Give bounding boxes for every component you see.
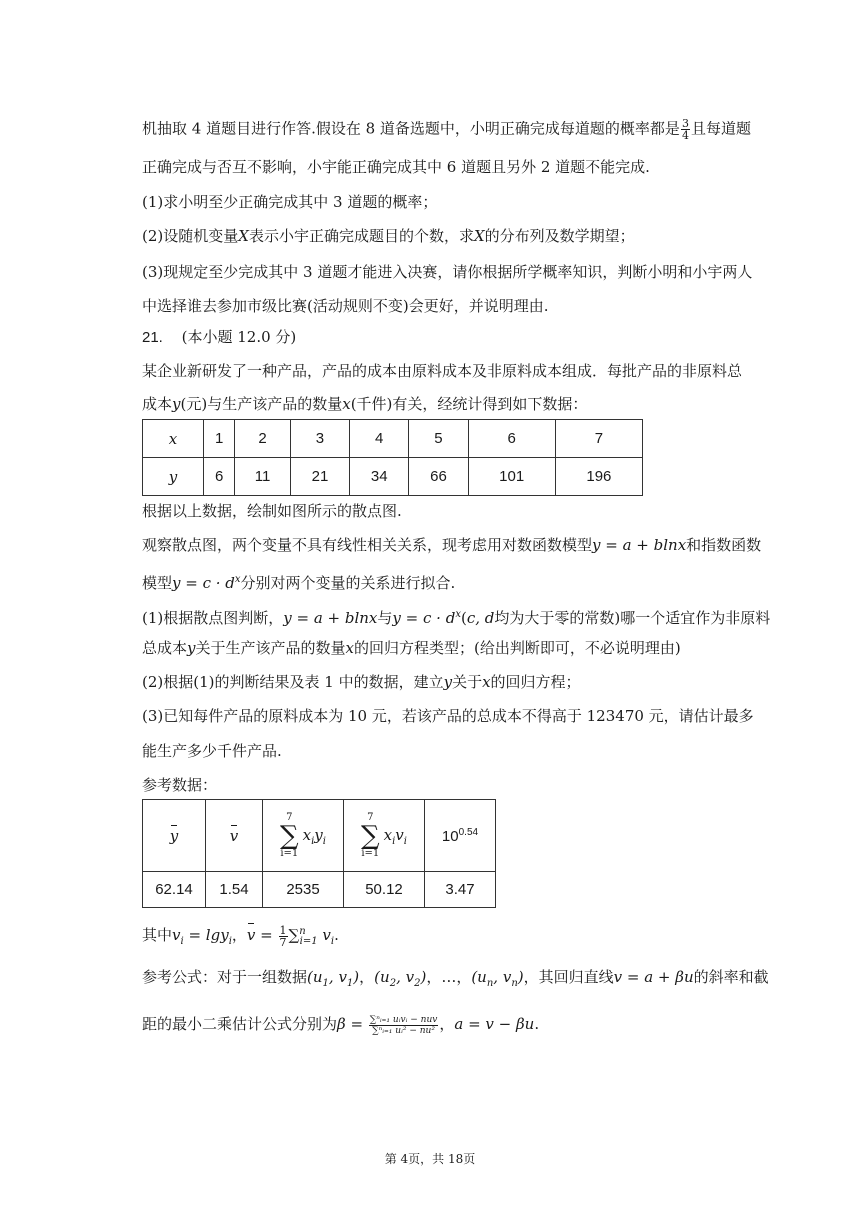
text: 其中 (142, 926, 173, 944)
math-superscript: x (234, 574, 241, 585)
math-expression: , v (396, 968, 415, 986)
table-cell: 5 (409, 420, 468, 458)
table-header-cell (263, 800, 344, 872)
text: 关于生产该产品的数量 (195, 639, 346, 657)
table-cell: 62.14 (143, 872, 206, 908)
text: (千件)有关，经统计得到如下数据： (350, 395, 588, 413)
sum-lower-limit: i=1 (280, 847, 299, 859)
paragraph-line (142, 605, 770, 628)
power-base: 10 (441, 827, 459, 845)
text: (1)根据散点图判断， (142, 609, 284, 627)
note-line (142, 922, 339, 952)
sum-upper-limit: 7 (367, 811, 374, 823)
text: 且每道题 (690, 119, 751, 138)
fraction-denominator: 4 (681, 129, 689, 142)
text: (元)与生产该产品的数量 (180, 395, 343, 413)
table-cell: 34 (350, 458, 409, 496)
text: 模型 (142, 574, 173, 592)
text: ， (231, 926, 247, 944)
question-3-cont: 中选择谁去参加市级比赛(活动规则不变)会更好，并说明理由. (142, 297, 549, 315)
math-var: v (395, 825, 404, 844)
data-table-1 (142, 419, 643, 496)
paragraph-line: 能生产多少千件产品. (142, 742, 282, 760)
math-expression: y = c · d (172, 574, 235, 592)
regression-line-equation: v = a + βu (613, 968, 694, 986)
problem-score: (本小题 12.0 分) (181, 328, 297, 346)
table-cell: 3.47 (425, 872, 496, 908)
math-var: X (473, 227, 485, 245)
math-superscript: n (299, 926, 306, 937)
math-subscript: i (180, 936, 184, 947)
math-var: v (172, 926, 181, 944)
text: 均为大于零的常数)哪一个适宜作为非原料 (494, 609, 771, 627)
math-expression: ) (517, 968, 524, 986)
math-expression: = (255, 926, 278, 944)
math-subscript: i (228, 936, 232, 947)
problem-number: 21. (142, 329, 163, 346)
math-subscript: i=1 (299, 936, 318, 947)
math-subscript: i (392, 835, 396, 847)
paragraph-line: 某企业新研发了一种产品，产品的成本由原料成本及非原料成本组成．每批产品的非原料总 (142, 362, 743, 380)
table-cell: 1.54 (206, 872, 263, 908)
math-expression: ) (353, 968, 360, 986)
table-header-cell: y (143, 458, 204, 496)
math-var: y (443, 673, 453, 691)
table-cell: 7 (555, 420, 642, 458)
math-var: v (317, 926, 331, 944)
fraction-numerator: 3 (681, 117, 689, 130)
fraction-denominator: 7 (279, 935, 287, 949)
table-row (143, 800, 496, 872)
math-var: y (169, 826, 179, 845)
fraction (279, 925, 288, 948)
text: 的斜率和截 (693, 968, 769, 986)
math-var: y (172, 395, 181, 413)
question-3: (3)现规定至少完成其中 3 道题才能进入决赛，请你根据所学概率知识，判断小明和小宇两人 (142, 263, 753, 281)
text: 的分布列及数学期望； (484, 227, 635, 245)
reference-data-label: 参考数据： (142, 776, 218, 794)
text: 参考公式：对于一组数据 (142, 968, 308, 986)
summation: 7 ∑ i=1 (280, 811, 299, 859)
text: 观察散点图，两个变量不具有线性相关关系，现考虑用对数函数模型 (142, 536, 593, 554)
table-cell: 21 (290, 458, 349, 496)
paragraph-line (142, 570, 455, 593)
math-var: v (246, 926, 256, 944)
fraction-denominator: ∑ⁿᵢ₌₁ uᵢ² − nu² (372, 1025, 435, 1036)
table-cell: 2 (235, 420, 291, 458)
paragraph-line (142, 638, 681, 658)
math-expression: ) (420, 968, 427, 986)
math-expression: y = a + blnx (283, 609, 378, 627)
math-expression: a = v − βu (454, 1015, 535, 1033)
paragraph-line: 正确完成与否互不影响，小宇能正确完成其中 6 道题且另外 2 道题不能完成. (142, 158, 650, 176)
math-superscript: x (455, 609, 461, 620)
table-header-cell: x (143, 420, 204, 458)
math-subscript: n (511, 978, 518, 989)
sum-lower-limit: i=1 (361, 847, 380, 859)
table-cell: 3 (290, 420, 349, 458)
math-subscript: i (330, 936, 335, 947)
table-cell: 196 (555, 458, 642, 496)
fraction (369, 1015, 439, 1036)
text: 总成本 (142, 639, 188, 657)
math-expression: c, d (466, 609, 495, 627)
math-expression: y = c · d (392, 609, 456, 627)
math-subscript: n (486, 978, 494, 989)
math-var: x (342, 395, 351, 413)
math-var: x (302, 825, 312, 844)
text: 机抽取 4 道题目进行作答.假设在 8 道备选题中，小明正确完成每道题的概率都是 (142, 119, 680, 138)
math-subscript: 1 (346, 978, 354, 989)
math-var: v (229, 826, 239, 845)
paragraph-line: 根据以上数据，绘制如图所示的散点图. (142, 502, 402, 520)
text: 关于 (452, 673, 483, 691)
math-subscript: 2 (414, 978, 421, 989)
math-expression: y = a + blnx (592, 536, 687, 554)
text: 和指数函数 (686, 536, 762, 554)
table-row (143, 458, 643, 496)
text: 分别对两个变量的关系进行拟合. (240, 574, 456, 592)
math-var: y (187, 639, 196, 657)
math-subscript: i (322, 835, 326, 847)
math-subscript: 1 (322, 978, 329, 989)
text: . (534, 1015, 540, 1033)
page-footer: 第 4页，共 18页 (384, 1152, 476, 1166)
reference-data-table (142, 799, 496, 908)
math-subscript: i (403, 835, 407, 847)
problem-21-header (142, 327, 296, 348)
table-header-cell (206, 800, 263, 872)
text: (2)根据(1)的判断结果及表 1 中的数据，建立 (142, 673, 444, 691)
math-var: x (482, 673, 491, 691)
table-cell: 6 (204, 458, 235, 496)
table-header-cell (344, 800, 425, 872)
table-row (143, 872, 496, 908)
text: 与 (377, 609, 393, 627)
math-var: x (345, 639, 354, 657)
math-expression: (u (471, 968, 487, 986)
sum-upper-limit: 7 (286, 811, 293, 823)
math-expression: (u (307, 968, 323, 986)
table-header-cell (425, 800, 496, 872)
math-subscript: i (311, 835, 315, 847)
table-cell: 11 (235, 458, 291, 496)
text: 的回归方程； (490, 673, 581, 691)
paragraph-line (142, 118, 751, 141)
sum-symbol: ∑ (288, 926, 300, 944)
question-2 (142, 226, 635, 246)
formula-line (142, 1014, 539, 1036)
text: 表示小宇正确完成题目的个数，求 (248, 227, 474, 245)
math-expression: , v (328, 968, 347, 986)
math-expression: , v (493, 968, 512, 986)
fraction (681, 118, 690, 141)
paragraph-line (142, 394, 587, 414)
table-header-cell (143, 800, 206, 872)
text: ， (359, 968, 375, 986)
text: 成本 (142, 395, 173, 413)
text: 距的最小二乘估计公式分别为 (142, 1015, 338, 1033)
table-cell: 4 (350, 420, 409, 458)
paragraph-line (142, 672, 581, 692)
text: ， (439, 1015, 455, 1033)
text: 的回归方程类型；(给出判断即可，不必说明理由) (353, 639, 681, 657)
text: . (334, 926, 339, 944)
math-expression: β = (337, 1015, 368, 1033)
formula-line (142, 967, 769, 994)
question-1: (1)求小明至少正确完成其中 3 道题的概率； (142, 193, 438, 211)
paragraph-line (142, 535, 761, 555)
table-cell: 2535 (263, 872, 344, 908)
math-var: x (383, 825, 393, 844)
math-subscript: 2 (389, 978, 397, 989)
table-cell: 1 (204, 420, 235, 458)
text: ( (460, 609, 467, 627)
table-cell: 101 (468, 458, 555, 496)
table-row (143, 420, 643, 458)
summation: 7 ∑ i=1 (361, 811, 380, 859)
text: ，…， (426, 968, 472, 986)
fraction-numerator: ∑ⁿᵢ₌₁ uᵢvᵢ − nuv (369, 1014, 438, 1025)
math-expression: = lgy (183, 926, 229, 944)
text: (2)设随机变量 (142, 227, 239, 245)
table-cell: 50.12 (344, 872, 425, 908)
math-expression: (u (374, 968, 390, 986)
fraction-numerator: 1 (279, 923, 287, 937)
text: ，其回归直线 (523, 968, 614, 986)
paragraph-line: (3)已知每件产品的原料成本为 10 元，若该产品的总成本不得高于 123470 元，请估计最多 (142, 707, 754, 725)
table-cell: 6 (468, 420, 555, 458)
table-cell: 66 (409, 458, 468, 496)
math-var: y (314, 825, 323, 844)
power-exponent: 0.54 (458, 826, 479, 838)
math-var: X (238, 227, 249, 245)
